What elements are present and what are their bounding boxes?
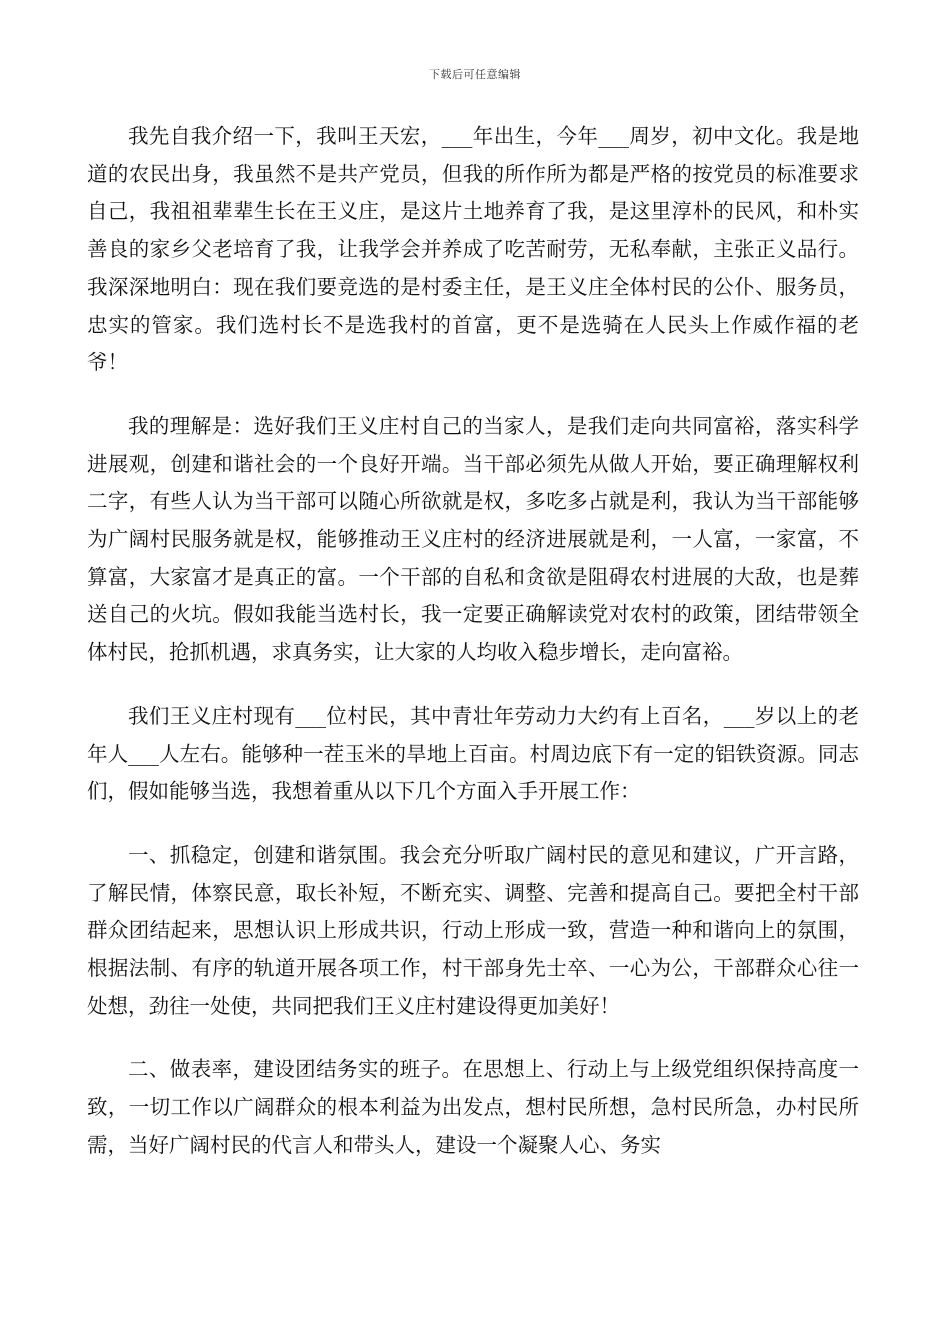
- paragraph-point-two: 二、做表率，建设团结务实的班子。在思想上、行动上与上级党组织保持高度一致，一切工作以广阔群众的根本利益为出发点，想村民所想，急村民所急，办村民所需，当好广阔村民的代言人和带头人，建设一个凝聚人心、务实: [87, 1057, 859, 1157]
- paragraph-introduction: 我先自我介绍一下，我叫王天宏，___年出生，今年___周岁，初中文化。我是地道的农民出身，我虽然不是共产党员，但我的所作所为都是严格的按党员的标准要求自己，我祖祖辈辈生长在王义庄，是这片土地养育了我，是这里淳朴的民风，和朴实善良的家乡父老培育了我，让我学会并养成了吃苦耐劳，无私奉献，主张正义品行。我深深地明白：现在我们要竞选的是村委主任，是王义庄全体村民的公仆、服务员，忠实的管家。我们选村长不是选我村的首富，更不是选骑在人民头上作威作福的老爷！: [87, 124, 859, 375]
- paragraph-point-one: 一、抓稳定，创建和谐氛围。我会充分听取广阔村民的意见和建议，广开言路，了解民情，体察民意，取长补短，不断充实、调整、完善和提高自己。要把全村干部群众团结起来，思想认识上形成共识，行动上形成一致，营造一种和谐向上的氛围，根据法制、有序的轨道开展各项工作，村干部身先士卒、一心为公，干部群众心往一处想，劲往一处使，共同把我们王义庄村建设得更加美好！: [87, 842, 859, 1018]
- paragraph-village-status: 我们王义庄村现有___位村民，其中青壮年劳动力大约有上百名，___岁以上的老年人___人左右。能够种一茬玉米的旱地上百亩。村周边底下有一定的铝铁资源。同志们，假如能够当选，我想着重从以下几个方面入手开展工作：: [87, 703, 859, 804]
- document-body: [87, 118, 859, 1191]
- page-header: 下载后可任意编辑: [429, 68, 521, 81]
- paragraph-understanding: 我的理解是：选好我们王义庄村自己的当家人，是我们走向共同富裕，落实科学进展观，创建和谐社会的一个良好开端。当干部必须先从做人开始，要正确理解权利二字，有些人认为当干部可以随心所欲就是权，多吃多占就是利，我认为当干部能够为广阔村民服务就是权，能够推动王义庄村的经济进展就是利，一人富，一家富，不算富，大家富才是真正的富。一个干部的自私和贪欲是阻碍农村进展的大敌，也是葬送自己的火坑。假如我能当选村长，我一定要正确解读党对农村的政策，团结带领全体村民，抢抓机遇，求真务实，让大家的人均收入稳步增长，走向富裕。: [87, 413, 859, 665]
